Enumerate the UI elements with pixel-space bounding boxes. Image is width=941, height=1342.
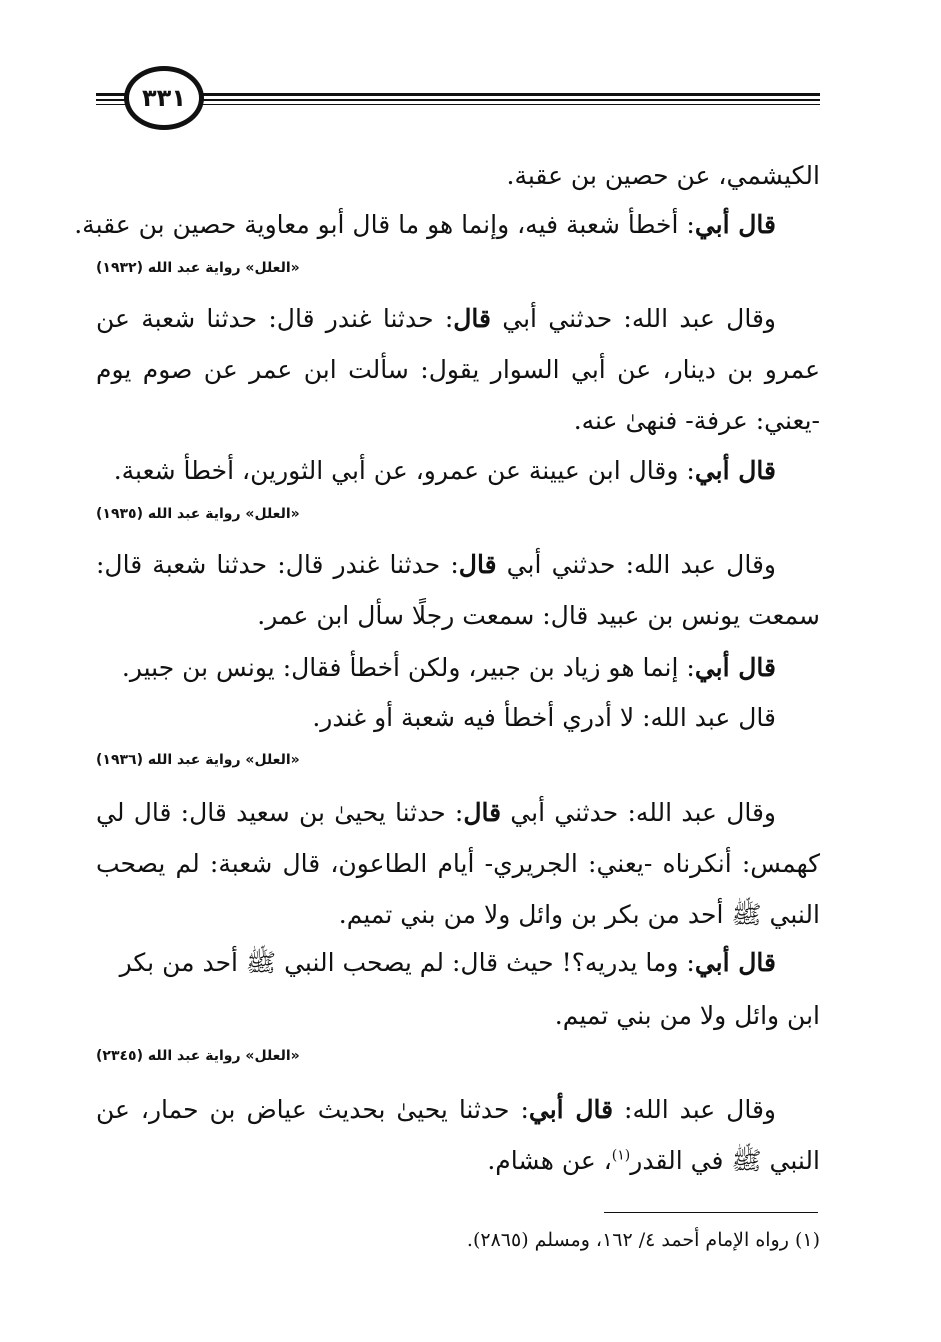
speaker-label: قال أبي: [694, 653, 776, 682]
citation-text: «العلل» رواية عبد الله (١٩٣٦): [96, 752, 300, 768]
text-span: : حدثنا يحيىٰ بن سعيد قال: قال لي: [96, 798, 464, 827]
text-span: وقال عبد الله:: [613, 1095, 776, 1124]
source-citation: [96, 504, 820, 524]
text-span: الكيشمي، عن حصين بن عقبة.: [506, 161, 820, 190]
text-span: وقال عبد الله: حدثني أبي: [496, 550, 776, 579]
text-span: : إنما هو زياد بن جبير، ولكن أخطأ فقال: يونس بن جبير.: [121, 653, 695, 682]
text-line: [96, 547, 776, 583]
footnote-marker[interactable]: (١): [611, 1147, 631, 1164]
text-line: [96, 158, 820, 194]
header-rule: [96, 104, 820, 105]
page-number-badge: [124, 66, 204, 130]
source-citation: [96, 1046, 820, 1066]
speaker-label: قال أبي: [694, 456, 776, 485]
text-span: النبي ﷺ في القدر: [630, 1146, 820, 1175]
speaker-label: قال أبي: [528, 1095, 614, 1124]
text-span: : وما يدريه؟! حيث قال: لم يصحب النبي ﷺ أحد من بكر: [119, 948, 695, 977]
page-number: ٣٣١: [142, 84, 186, 112]
source-citation: [96, 258, 820, 278]
text-line: [96, 352, 820, 388]
text-span: ، عن هشام.: [487, 1146, 612, 1175]
text-line: [96, 897, 820, 933]
source-citation: [96, 750, 820, 770]
text-line: [96, 453, 820, 489]
speaker-label: قال: [463, 798, 502, 827]
text-span: : حدثنا يحيىٰ بحديث عياض بن حمار، عن: [96, 1095, 529, 1124]
text-span: النبي ﷺ أحد من بكر بن وائل ولا من بني تميم.: [338, 900, 820, 929]
text-line: [96, 700, 776, 736]
citation-text: «العلل» رواية عبد الله (٢٣٤٥): [96, 1048, 300, 1064]
text-span: كهمس: أنكرناه -يعني: الجريري- أيام الطاعون، قال شعبة: لم يصحب: [96, 849, 820, 878]
text-span: سمعت يونس بن عبيد قال: سمعت رجلًا سأل ابن عمر.: [257, 601, 820, 630]
speaker-label: قال أبي: [694, 210, 776, 239]
text-line: [96, 846, 820, 882]
text-span: قال عبد الله: لا أدري أخطأ فيه شعبة أو غندر.: [312, 703, 776, 732]
text-line: [96, 301, 776, 337]
text-line: [96, 650, 820, 686]
text-span: عمرو بن دينار، عن أبي السوار يقول: سألت ابن عمر عن صوم يوم: [96, 355, 820, 384]
speaker-label: قال: [453, 304, 491, 333]
text-span: : حدثنا غندر قال: حدثنا شعبة قال:: [96, 550, 459, 579]
footnote-text: (١) رواه الإمام أحمد ٤/ ١٦٢، ومسلم (٢٨٦٥).: [466, 1229, 820, 1251]
header-rule: [96, 93, 820, 96]
text-span: وقال عبد الله: حدثني أبي: [490, 304, 776, 333]
footnote: [96, 1226, 820, 1254]
header-rule: [96, 99, 820, 101]
text-span: : أخطأ شعبة فيه، وإنما هو ما قال أبو معاوية حصين بن عقبة.: [74, 210, 695, 239]
text-line: [96, 403, 820, 439]
citation-text: «العلل» رواية عبد الله (١٩٣٢): [96, 260, 300, 276]
text-span: : وقال ابن عيينة عن عمرو، عن أبي الثورين، أخطأ شعبة.: [113, 456, 695, 485]
text-line: [96, 945, 820, 981]
speaker-label: قال: [458, 550, 497, 579]
citation-text: «العلل» رواية عبد الله (١٩٣٥): [96, 506, 300, 522]
text-line: [96, 598, 820, 634]
text-line: [74, 207, 820, 243]
text-line: [96, 1092, 776, 1128]
text-span: وقال عبد الله: حدثني أبي: [501, 798, 776, 827]
text-line: [96, 1143, 820, 1179]
speaker-label: قال أبي: [694, 948, 776, 977]
text-line: [96, 795, 776, 831]
footnote-rule: [604, 1212, 818, 1213]
text-span: : حدثنا غندر قال: حدثنا شعبة عن: [96, 304, 454, 333]
text-line: [96, 998, 820, 1034]
text-span: -يعني: عرفة- فنهىٰ عنه.: [573, 406, 820, 435]
text-span: ابن وائل ولا من بني تميم.: [554, 1001, 820, 1030]
